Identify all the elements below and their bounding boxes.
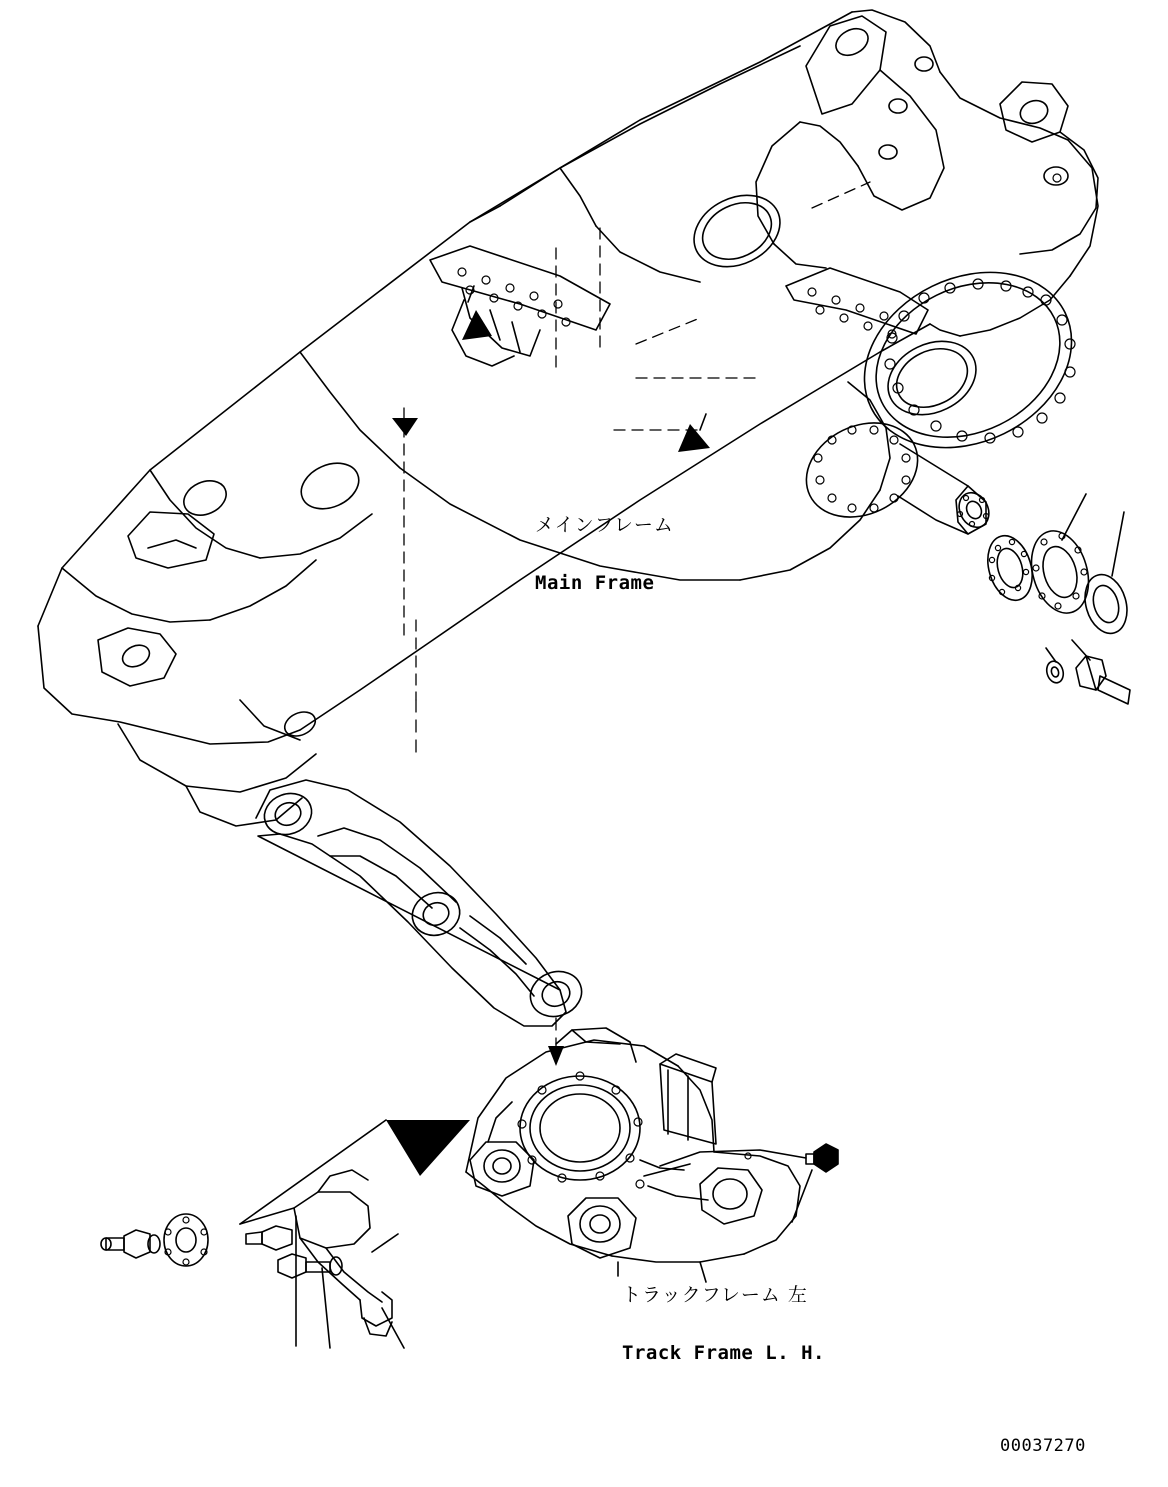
equalizer-link <box>256 780 588 1026</box>
drawing-number: 00037270 <box>1000 1436 1086 1456</box>
label-main-frame-en: Main Frame <box>535 572 655 595</box>
label-track-frame-jp: トラックフレーム 左 <box>622 1283 808 1306</box>
label-track-frame <box>622 1248 825 1402</box>
label-main-frame <box>535 478 674 632</box>
section-arrows <box>392 286 710 452</box>
label-track-frame-en: Track Frame L. H. <box>622 1342 825 1365</box>
track-frame-body <box>466 1028 800 1262</box>
hose-sub-assembly <box>101 1170 404 1348</box>
main-frame-body <box>38 10 1101 826</box>
label-main-frame-jp: メインフレーム <box>535 513 674 536</box>
bearing-stack <box>981 494 1134 704</box>
